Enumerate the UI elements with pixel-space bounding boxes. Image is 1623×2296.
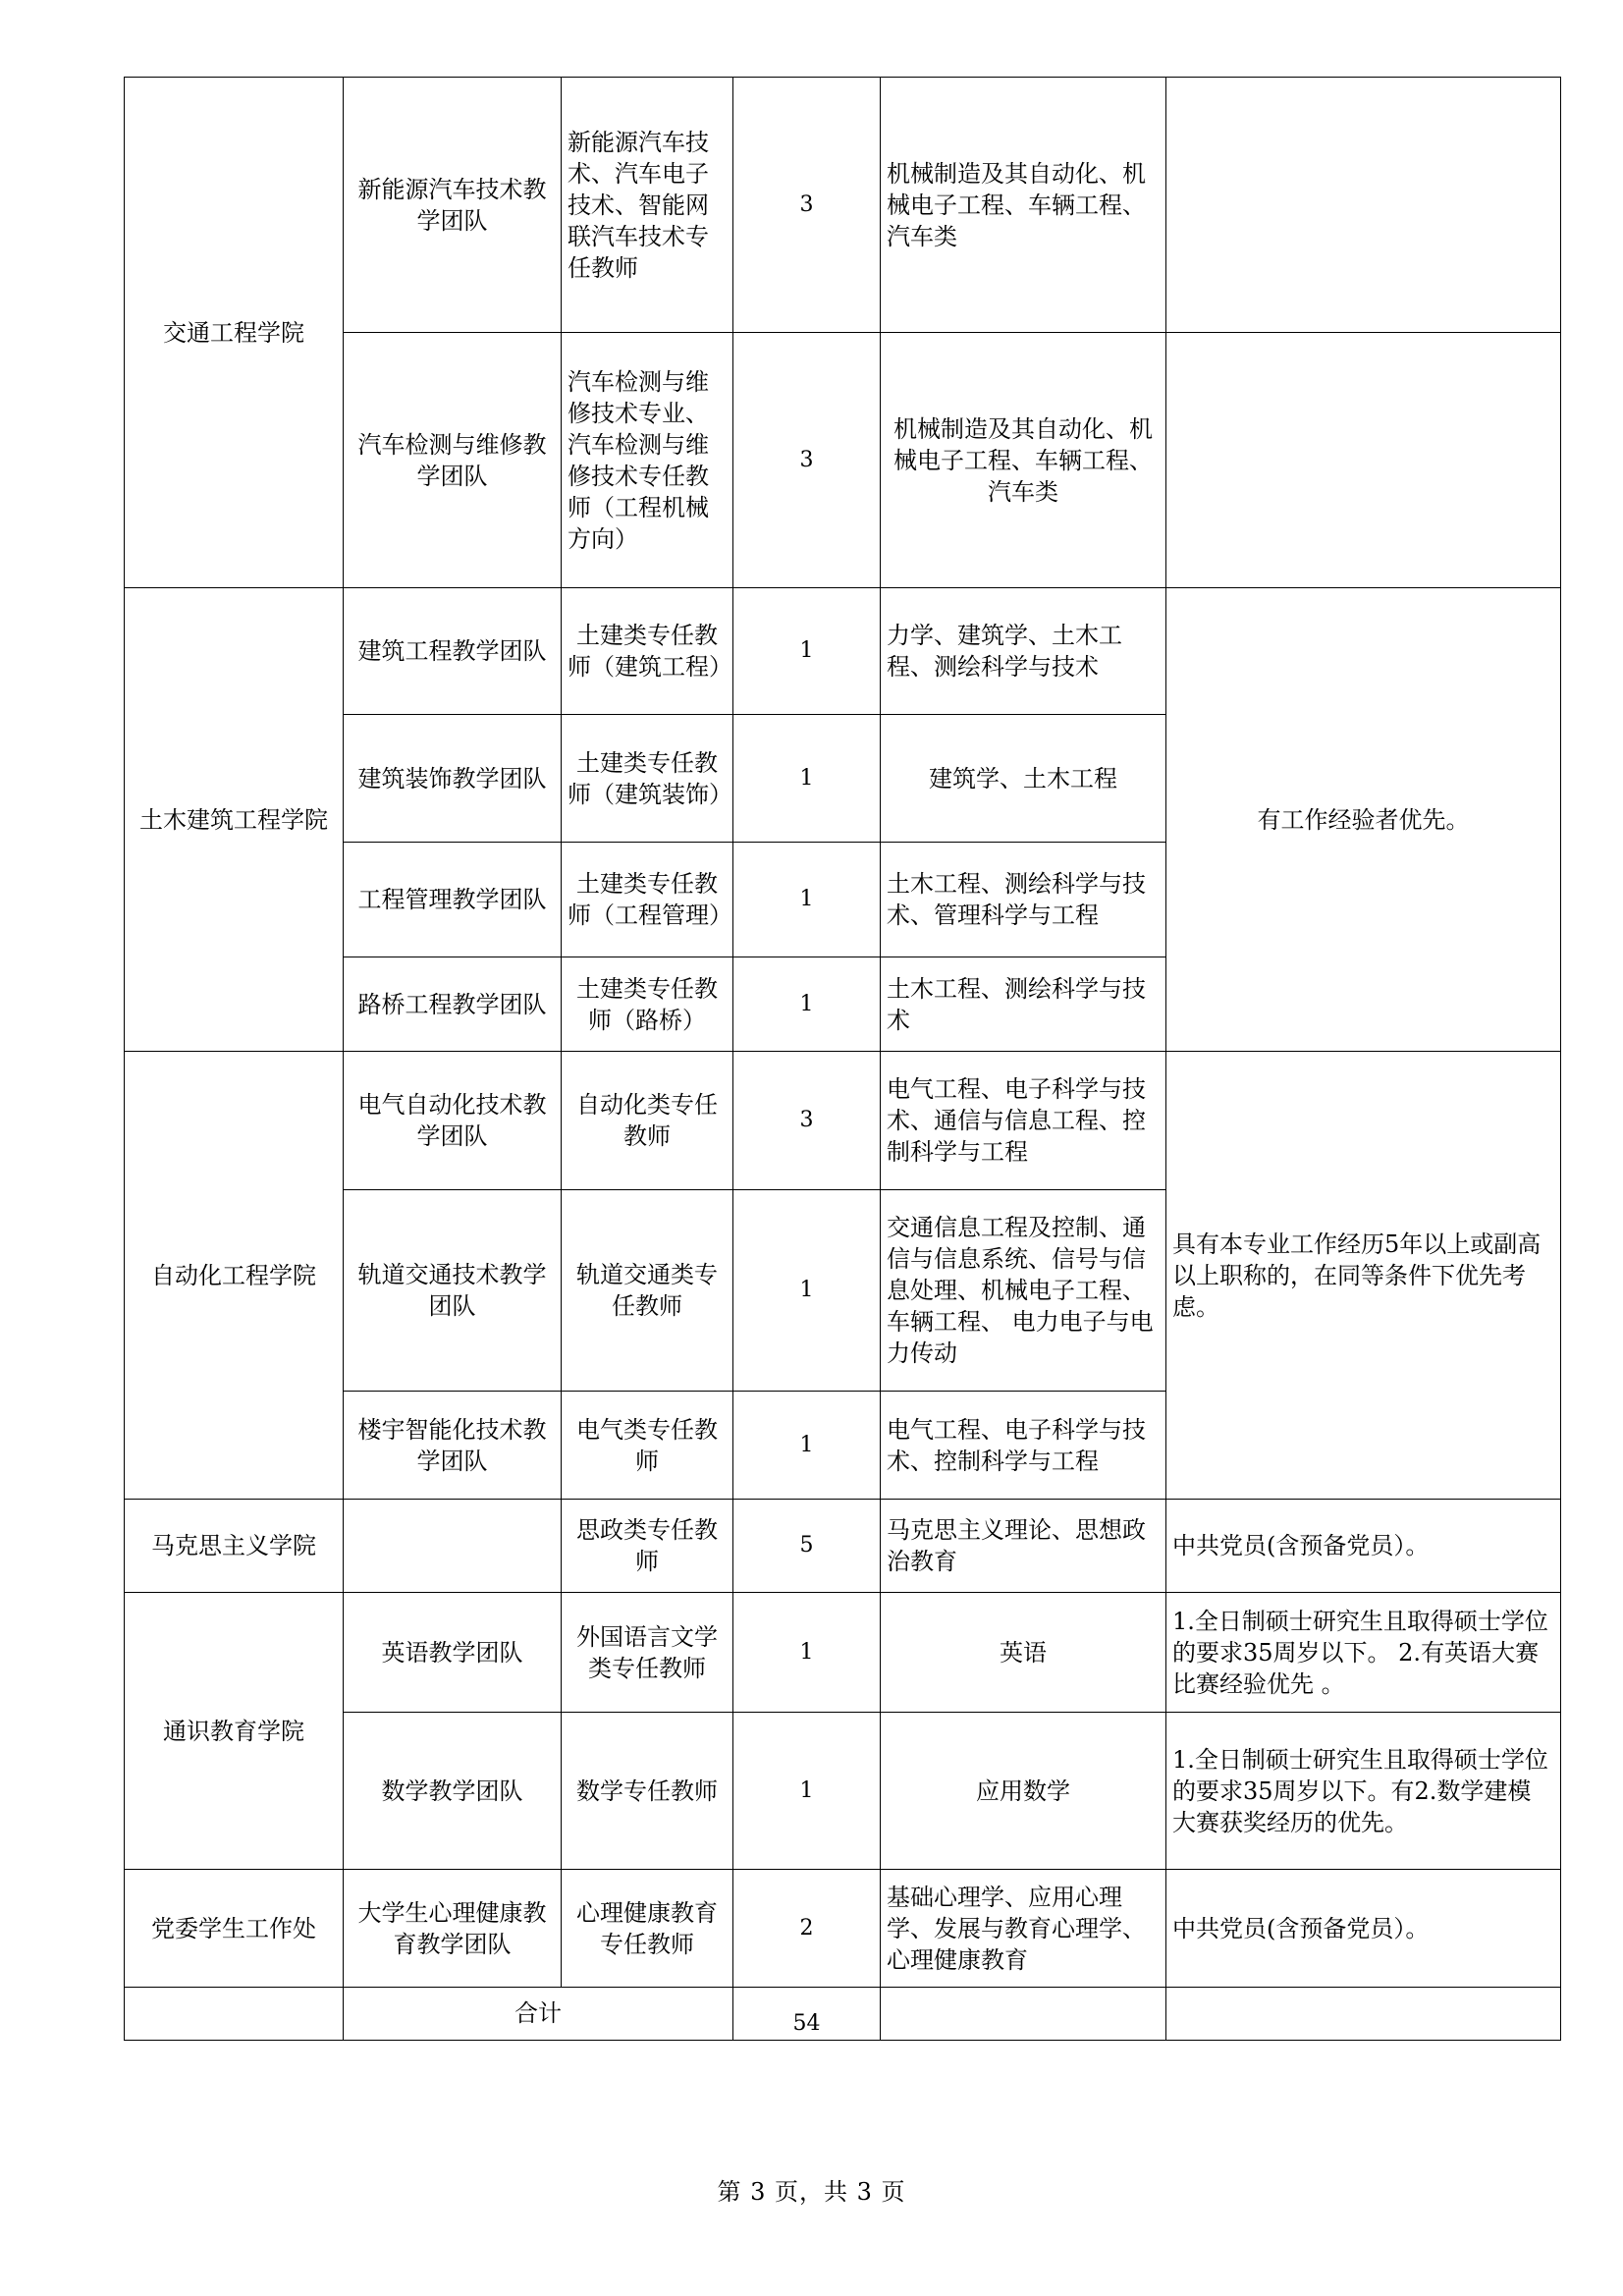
count-cell: 1 bbox=[733, 1593, 881, 1713]
major-cell: 马克思主义理论、思想政治教育 bbox=[881, 1500, 1166, 1593]
count-cell: 3 bbox=[733, 1052, 881, 1190]
major-cell: 基础心理学、应用心理学、发展与教育心理学、心理健康教育 bbox=[881, 1870, 1166, 1988]
position-cell: 汽车检测与维修技术专业、汽车检测与维修技术专任教师（工程机械方向） bbox=[562, 333, 733, 588]
major-cell: 英语 bbox=[881, 1593, 1166, 1713]
requirement-cell: 有工作经验者优先。 bbox=[1166, 588, 1561, 1052]
major-cell: 土木工程、测绘科学与技术 bbox=[881, 957, 1166, 1052]
requirement-cell: 1.全日制硕士研究生且取得硕士学位的要求35周岁以下。有2.数学建模大赛获奖经历的优先。 bbox=[1166, 1713, 1561, 1870]
position-cell: 新能源汽车技术、汽车电子技术、智能网联汽车技术专任教师 bbox=[562, 78, 733, 333]
total-row bbox=[125, 1988, 1561, 2041]
total-empty-cell bbox=[881, 1988, 1166, 2041]
count-cell: 1 bbox=[733, 1713, 881, 1870]
team-cell: 路桥工程教学团队 bbox=[344, 957, 562, 1052]
team-cell: 轨道交通技术教学团队 bbox=[344, 1190, 562, 1392]
count-cell: 1 bbox=[733, 1190, 881, 1392]
requirement-cell: 中共党员(含预备党员）。 bbox=[1166, 1500, 1561, 1593]
department-cell: 通识教育学院 bbox=[125, 1593, 344, 1870]
team-cell: 大学生心理健康教育教学团队 bbox=[344, 1870, 562, 1988]
major-cell: 电气工程、电子科学与技术、控制科学与工程 bbox=[881, 1392, 1166, 1500]
table-row bbox=[125, 1500, 1561, 1593]
count-cell: 1 bbox=[733, 843, 881, 957]
table-row bbox=[125, 78, 1561, 333]
table-row bbox=[125, 1870, 1561, 1988]
major-cell: 应用数学 bbox=[881, 1713, 1166, 1870]
count-cell: 1 bbox=[733, 588, 881, 715]
team-cell: 工程管理教学团队 bbox=[344, 843, 562, 957]
team-cell: 楼宇智能化技术教学团队 bbox=[344, 1392, 562, 1500]
total-empty-cell bbox=[1166, 1988, 1561, 2041]
count-cell: 1 bbox=[733, 715, 881, 843]
total-count: 54 bbox=[733, 1988, 881, 2041]
team-cell: 数学教学团队 bbox=[344, 1713, 562, 1870]
requirement-cell: 1.全日制硕士研究生且取得硕士学位的要求35周岁以下。 2.有英语大赛比赛经验优先 。 bbox=[1166, 1593, 1561, 1713]
table-row bbox=[125, 588, 1561, 715]
position-cell: 电气类专任教师 bbox=[562, 1392, 733, 1500]
page-number: 第 3 页，共 3 页 bbox=[717, 2178, 906, 2206]
total-empty-cell bbox=[125, 1988, 344, 2041]
position-cell: 土建类专任教师（建筑工程） bbox=[562, 588, 733, 715]
total-label: 合计 bbox=[344, 1988, 733, 2041]
count-cell: 1 bbox=[733, 1392, 881, 1500]
team-cell: 汽车检测与维修教学团队 bbox=[344, 333, 562, 588]
position-cell: 思政类专任教师 bbox=[562, 1500, 733, 1593]
requirement-cell: 具有本专业工作经历5年以上或副高以上职称的，在同等条件下优先考虑。 bbox=[1166, 1052, 1561, 1500]
position-cell: 外国语言文学类专任教师 bbox=[562, 1593, 733, 1713]
department-cell: 土木建筑工程学院 bbox=[125, 588, 344, 1052]
major-cell: 机械制造及其自动化、机械电子工程、车辆工程、汽车类 bbox=[881, 333, 1166, 588]
position-cell: 土建类专任教师（工程管理） bbox=[562, 843, 733, 957]
major-cell: 机械制造及其自动化、机械电子工程、车辆工程、汽车类 bbox=[881, 78, 1166, 333]
department-cell: 自动化工程学院 bbox=[125, 1052, 344, 1500]
recruitment-table bbox=[124, 77, 1561, 2041]
department-cell: 交通工程学院 bbox=[125, 78, 344, 588]
team-cell bbox=[344, 1500, 562, 1593]
major-cell: 交通信息工程及控制、通信与信息系统、信号与信息处理、机械电子工程、 车辆工程、 电力电子与电力传动 bbox=[881, 1190, 1166, 1392]
position-cell: 心理健康教育专任教师 bbox=[562, 1870, 733, 1988]
position-cell: 土建类专任教师（路桥） bbox=[562, 957, 733, 1052]
major-cell: 建筑学、土木工程 bbox=[881, 715, 1166, 843]
requirement-cell bbox=[1166, 333, 1561, 588]
department-cell: 党委学生工作处 bbox=[125, 1870, 344, 1988]
position-cell: 自动化类专任教师 bbox=[562, 1052, 733, 1190]
count-cell: 3 bbox=[733, 78, 881, 333]
team-cell: 新能源汽车技术教学团队 bbox=[344, 78, 562, 333]
table-row bbox=[125, 1593, 1561, 1713]
count-cell: 2 bbox=[733, 1870, 881, 1988]
major-cell: 电气工程、电子科学与技术、通信与信息工程、控制科学与工程 bbox=[881, 1052, 1166, 1190]
count-cell: 5 bbox=[733, 1500, 881, 1593]
major-cell: 力学、建筑学、土木工程、测绘科学与技术 bbox=[881, 588, 1166, 715]
team-cell: 电气自动化技术教学团队 bbox=[344, 1052, 562, 1190]
department-cell: 马克思主义学院 bbox=[125, 1500, 344, 1593]
requirement-cell bbox=[1166, 78, 1561, 333]
major-cell: 土木工程、测绘科学与技术、管理科学与工程 bbox=[881, 843, 1166, 957]
position-cell: 数学专任教师 bbox=[562, 1713, 733, 1870]
team-cell: 建筑装饰教学团队 bbox=[344, 715, 562, 843]
position-cell: 轨道交通类专任教师 bbox=[562, 1190, 733, 1392]
team-cell: 英语教学团队 bbox=[344, 1593, 562, 1713]
team-cell: 建筑工程教学团队 bbox=[344, 588, 562, 715]
table-row bbox=[125, 1052, 1561, 1190]
count-cell: 3 bbox=[733, 333, 881, 588]
requirement-cell: 中共党员(含预备党员）。 bbox=[1166, 1870, 1561, 1988]
position-cell: 土建类专任教师（建筑装饰） bbox=[562, 715, 733, 843]
count-cell: 1 bbox=[733, 957, 881, 1052]
